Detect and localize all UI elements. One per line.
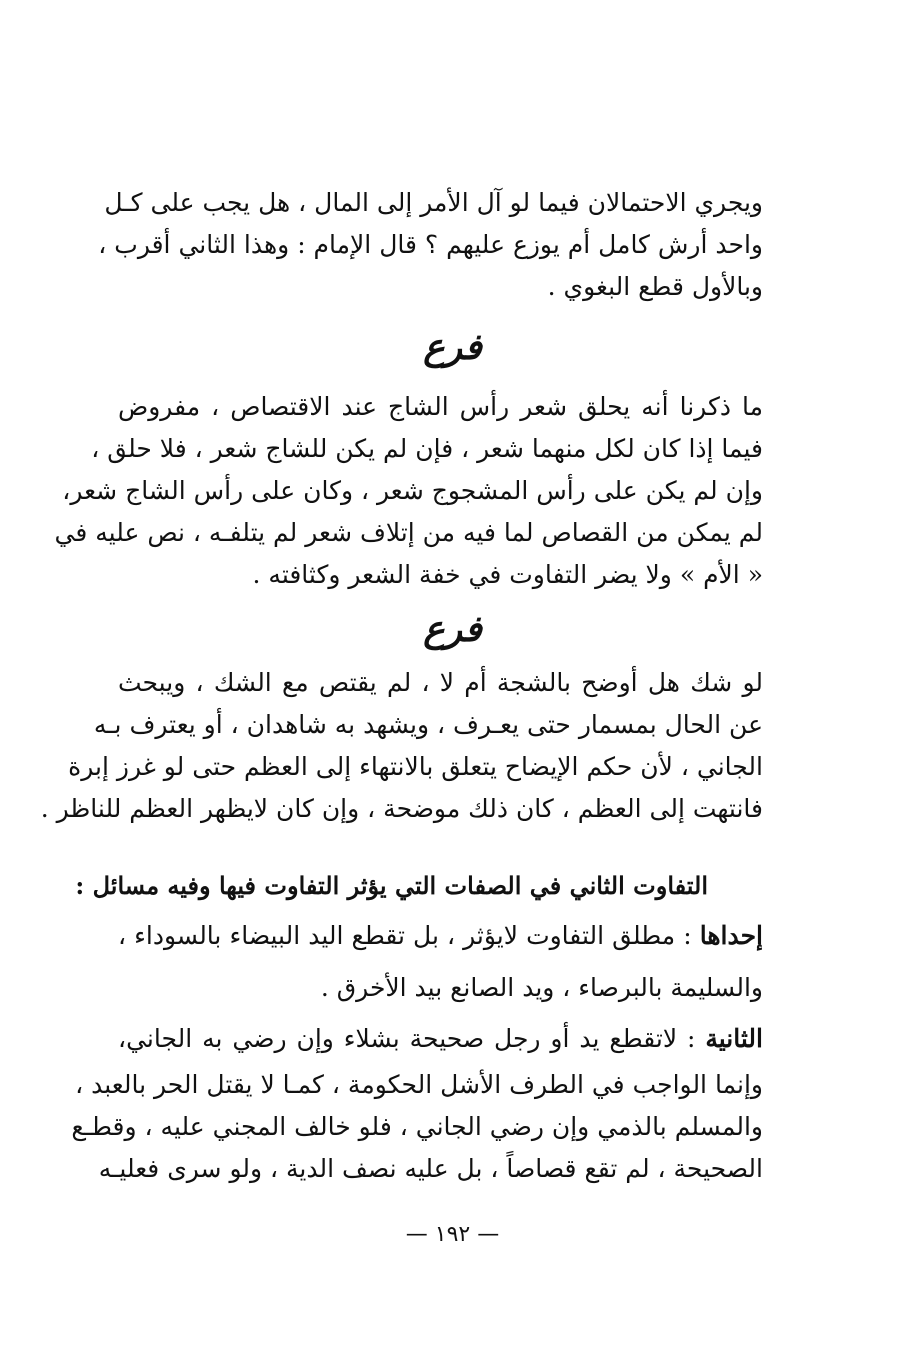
paragraph-2-line-3: وإن لم يكن على رأس المشجوج شعر ، وكان على رأس الشاج شعر، [62,476,763,505]
paragraph-1 [98,182,763,308]
paragraph-1-line-3: وبالأول قطع البغوي . [547,272,763,301]
item-1 [118,910,763,1014]
item-1-line-2: والسليمة بالبرصاء ، ويد الصانع بيد الأخرق . [320,973,763,1002]
page-number: — ١٩٢ — [405,1222,500,1247]
paragraph-2-line-5: « الأم » ولا يضر التفاوت في خفة الشعر وكثافته . [252,560,763,589]
paragraph-3-line-1: لو شك هل أوضح بالشجة أم لا ، لم يقتص مع الشك ، ويبحث [118,668,763,697]
paragraph-1-line-2: واحد أرش كامل أم يوزع عليهم ؟ قال الإمام : وهذا الثاني أقرب ، [98,230,763,259]
paragraph-3 [40,662,763,830]
item-2-line-2: وإنما الواجب في الطرف الأشل الحكومة ، كمـا لا يقتل الحر بالعبد ، [75,1070,763,1099]
item-2-line-3: والمسلم بالذمي وإن رضي الجاني ، فلو خالف المجني عليه ، وقطـع [71,1112,763,1141]
paragraph-2-line-2: فيما إذا كان لكل منهما شعر ، فإن لم يكن للشاج شعر ، فلا حلق ، [91,434,763,463]
paragraph-2 [54,386,763,596]
item-1-text: : مطلق التفاوت لايؤثر ، بل تقطع اليد البيضاء بالسوداء ، [118,921,700,950]
section-title: التفاوت الثاني في الصفات التي يؤثر التفاوت فيها وفيه مسائل : [75,871,708,900]
item-2-text: : لاتقطع يد أو رجل صحيحة بشلاء وإن رضي به الجاني، [118,1024,706,1053]
item-2 [71,1014,763,1190]
item-2-label: الثانية [705,1024,763,1053]
paragraph-1-line-1: ويجري الاحتمالان فيما لو آل الأمر إلى المال ، هل يجب على كـل [104,188,763,217]
paragraph-3-line-4: فانتهت إلى العظم ، كان ذلك موضحة ، وإن كان لايظهر العظم للناظر . [40,794,763,823]
item-2-line-1 [118,1014,763,1064]
section-heading-1: فرع [423,326,482,368]
paragraph-3-line-2: عن الحال بمسمار حتى يعـرف ، ويشهد به شاهدان ، أو يعترف بـه [93,710,763,739]
item-1-line-1 [118,910,763,962]
section-heading-2: فرع [423,608,482,650]
paragraph-2-line-4: لم يمكن من القصاص لما فيه من إتلاف شعر لم يتلفـه ، نص عليه في [54,518,763,547]
item-2-line-4: الصحيحة ، لم تقع قصاصاً ، بل عليه نصف الدية ، ولو سرى فعليـه [98,1154,763,1183]
paragraph-3-line-3: الجاني ، لأن حكم الإيضاح يتعلق بالانتهاء إلى العظم حتى لو غرز إبرة [68,752,763,781]
paragraph-2-line-1: ما ذكرنا أنه يحلق شعر رأس الشاج عند الاقتصاص ، مفروض [118,392,763,421]
item-1-label: إحداها [699,921,763,950]
